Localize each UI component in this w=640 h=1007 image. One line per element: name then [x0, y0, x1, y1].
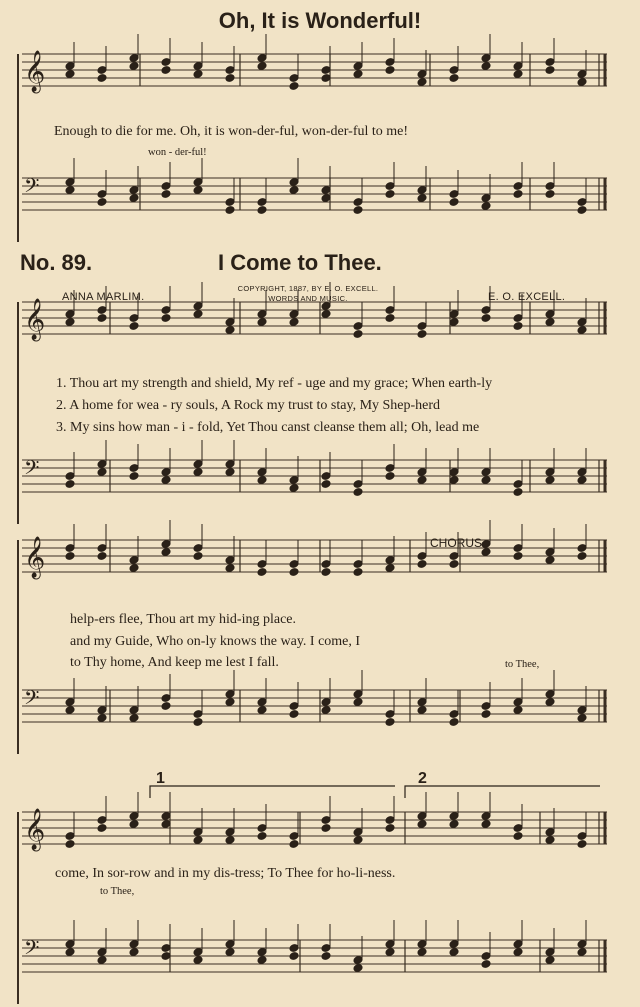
- notehead: [289, 840, 299, 849]
- verse-3-line: to Thy home, And keep me lest I fall.: [70, 655, 279, 670]
- notehead: [545, 190, 555, 199]
- notehead: [417, 706, 427, 715]
- notehead: [481, 314, 491, 323]
- notehead: [417, 948, 427, 957]
- notehead: [545, 66, 555, 75]
- notehead: [481, 476, 491, 485]
- notehead: [449, 718, 459, 727]
- notehead: [385, 564, 395, 573]
- notehead: [257, 318, 267, 327]
- notehead: [193, 186, 203, 195]
- notehead: [129, 194, 139, 203]
- notehead: [385, 190, 395, 199]
- hymn-title: I Come to Thee.: [218, 250, 382, 275]
- lyric-echo: to Thee,: [505, 659, 540, 670]
- notehead: [257, 206, 267, 215]
- notehead: [481, 202, 491, 211]
- notehead: [385, 824, 395, 833]
- notehead: [193, 956, 203, 965]
- notehead: [65, 318, 75, 327]
- notehead: [161, 66, 171, 75]
- notehead: [129, 948, 139, 957]
- notehead: [129, 714, 139, 723]
- bass-clef-icon: 𝄢: [24, 174, 40, 202]
- notehead: [257, 956, 267, 965]
- notehead: [161, 314, 171, 323]
- notehead: [97, 314, 107, 323]
- notehead: [193, 552, 203, 561]
- notehead: [129, 820, 139, 829]
- notehead: [513, 190, 523, 199]
- notehead: [481, 62, 491, 71]
- notehead: [577, 552, 587, 561]
- notehead: [97, 74, 107, 83]
- notehead: [545, 698, 555, 707]
- notehead: [513, 552, 523, 561]
- notehead: [65, 186, 75, 195]
- verse-1-line: 1. Thou art my strength and shield, My ref - uge and my grace; When earth-ly: [56, 376, 493, 391]
- notehead: [417, 194, 427, 203]
- notehead: [513, 948, 523, 957]
- notehead: [417, 476, 427, 485]
- notehead: [225, 206, 235, 215]
- notehead: [417, 820, 427, 829]
- copyright-subline: WORDS AND MUSIC.: [268, 294, 348, 303]
- notehead: [225, 948, 235, 957]
- notehead: [193, 836, 203, 845]
- verse-2-line: and my Guide, Who on-ly knows the way. I come, I: [70, 634, 361, 649]
- notehead: [161, 548, 171, 557]
- notehead: [577, 326, 587, 335]
- notehead: [513, 832, 523, 841]
- notehead: [481, 820, 491, 829]
- notehead: [449, 198, 459, 207]
- notehead: [257, 832, 267, 841]
- notehead: [289, 568, 299, 577]
- notehead: [417, 330, 427, 339]
- notehead: [385, 66, 395, 75]
- notehead: [481, 710, 491, 719]
- notehead: [193, 310, 203, 319]
- notehead: [225, 564, 235, 573]
- notehead: [577, 78, 587, 87]
- notehead: [449, 560, 459, 569]
- notehead: [97, 552, 107, 561]
- notehead: [545, 556, 555, 565]
- notehead: [257, 706, 267, 715]
- notehead: [65, 706, 75, 715]
- bass-clef-icon: 𝄢: [24, 456, 40, 484]
- notehead: [321, 824, 331, 833]
- notehead: [193, 468, 203, 477]
- notehead: [289, 710, 299, 719]
- notehead: [225, 698, 235, 707]
- notehead: [257, 62, 267, 71]
- notehead: [257, 476, 267, 485]
- notehead: [353, 964, 363, 973]
- notehead: [225, 74, 235, 83]
- notehead: [513, 70, 523, 79]
- treble-clef-icon: 𝄞: [24, 51, 46, 92]
- notehead: [161, 476, 171, 485]
- verse-3-line: 3. My sins how man - i - fold, Yet Thou canst cleanse them all; Oh, lead me: [56, 420, 480, 435]
- treble-clef-icon: 𝄞: [24, 809, 46, 850]
- notehead: [97, 956, 107, 965]
- notehead: [193, 718, 203, 727]
- lyric-echo: won - der-ful!: [148, 147, 207, 158]
- notehead: [65, 840, 75, 849]
- notehead: [353, 698, 363, 707]
- notehead: [225, 836, 235, 845]
- notehead: [321, 310, 331, 319]
- notehead: [129, 472, 139, 481]
- notehead: [97, 468, 107, 477]
- lyric-echo: to Thee,: [100, 886, 135, 897]
- lyric-line: come, In sor-row and in my dis-tress; To Thee for ho-li-ness.: [55, 866, 396, 881]
- notehead: [65, 70, 75, 79]
- notehead: [65, 552, 75, 561]
- notehead: [257, 568, 267, 577]
- volta-brackets: [150, 786, 600, 798]
- notehead: [417, 560, 427, 569]
- hymn-title: Oh, It is Wonderful!: [218, 8, 422, 33]
- notehead: [321, 706, 331, 715]
- notehead: [225, 326, 235, 335]
- copyright-line: COPYRIGHT, 1887, BY E. O. EXCELL.: [237, 284, 379, 293]
- second-ending-number: 2: [418, 770, 427, 787]
- chorus-label: CHORUS.: [430, 536, 486, 550]
- notehead: [161, 190, 171, 199]
- notehead: [129, 62, 139, 71]
- notehead: [225, 468, 235, 477]
- notehead: [289, 318, 299, 327]
- notehead: [577, 206, 587, 215]
- verse-2-line: 2. A home for wea - ry souls, A Rock my trust to stay, My Shep-herd: [56, 398, 441, 413]
- notehead: [513, 706, 523, 715]
- bass-clef-icon: 𝄢: [24, 936, 40, 964]
- notehead: [65, 480, 75, 489]
- notehead: [545, 956, 555, 965]
- notehead: [353, 568, 363, 577]
- notehead: [353, 70, 363, 79]
- notehead: [577, 714, 587, 723]
- notehead: [129, 322, 139, 331]
- notehead: [321, 952, 331, 961]
- notehead: [385, 948, 395, 957]
- notehead: [481, 960, 491, 969]
- first-ending-number: 1: [156, 770, 165, 787]
- notehead: [545, 318, 555, 327]
- notehead: [129, 564, 139, 573]
- notehead: [321, 568, 331, 577]
- notehead: [97, 198, 107, 207]
- verse-1-line: help-ers flee, Thou art my hid-ing place.: [70, 612, 296, 627]
- notehead: [385, 314, 395, 323]
- notehead: [417, 78, 427, 87]
- notehead: [65, 948, 75, 957]
- notehead: [577, 476, 587, 485]
- notehead: [545, 476, 555, 485]
- notehead: [449, 820, 459, 829]
- lyric-line: Enough to die for me. Oh, it is won-der-ful, won-der-ful to me!: [54, 124, 409, 139]
- notehead: [97, 824, 107, 833]
- composer-credit: E. O. EXCELL.: [488, 291, 566, 303]
- notehead: [353, 330, 363, 339]
- notehead: [449, 74, 459, 83]
- copyright-notice: [218, 284, 398, 304]
- notehead: [353, 488, 363, 497]
- notehead: [513, 488, 523, 497]
- hymn-number: No. 89.: [20, 250, 93, 275]
- notehead: [289, 952, 299, 961]
- notehead: [193, 70, 203, 79]
- notehead: [513, 322, 523, 331]
- author-credit: ANNA MARLIM.: [62, 291, 145, 303]
- notehead: [545, 836, 555, 845]
- notehead: [353, 206, 363, 215]
- notehead: [353, 836, 363, 845]
- notehead: [289, 484, 299, 493]
- notehead: [449, 948, 459, 957]
- notehead: [321, 480, 331, 489]
- notehead: [289, 82, 299, 91]
- notehead: [97, 714, 107, 723]
- bass-clef-icon: 𝄢: [24, 686, 40, 714]
- treble-clef-icon: 𝄞: [24, 537, 46, 578]
- notehead: [289, 186, 299, 195]
- notehead: [161, 702, 171, 711]
- treble-clef-icon: 𝄞: [24, 299, 46, 340]
- notehead: [385, 472, 395, 481]
- notehead: [577, 948, 587, 957]
- notehead: [385, 718, 395, 727]
- notehead: [577, 840, 587, 849]
